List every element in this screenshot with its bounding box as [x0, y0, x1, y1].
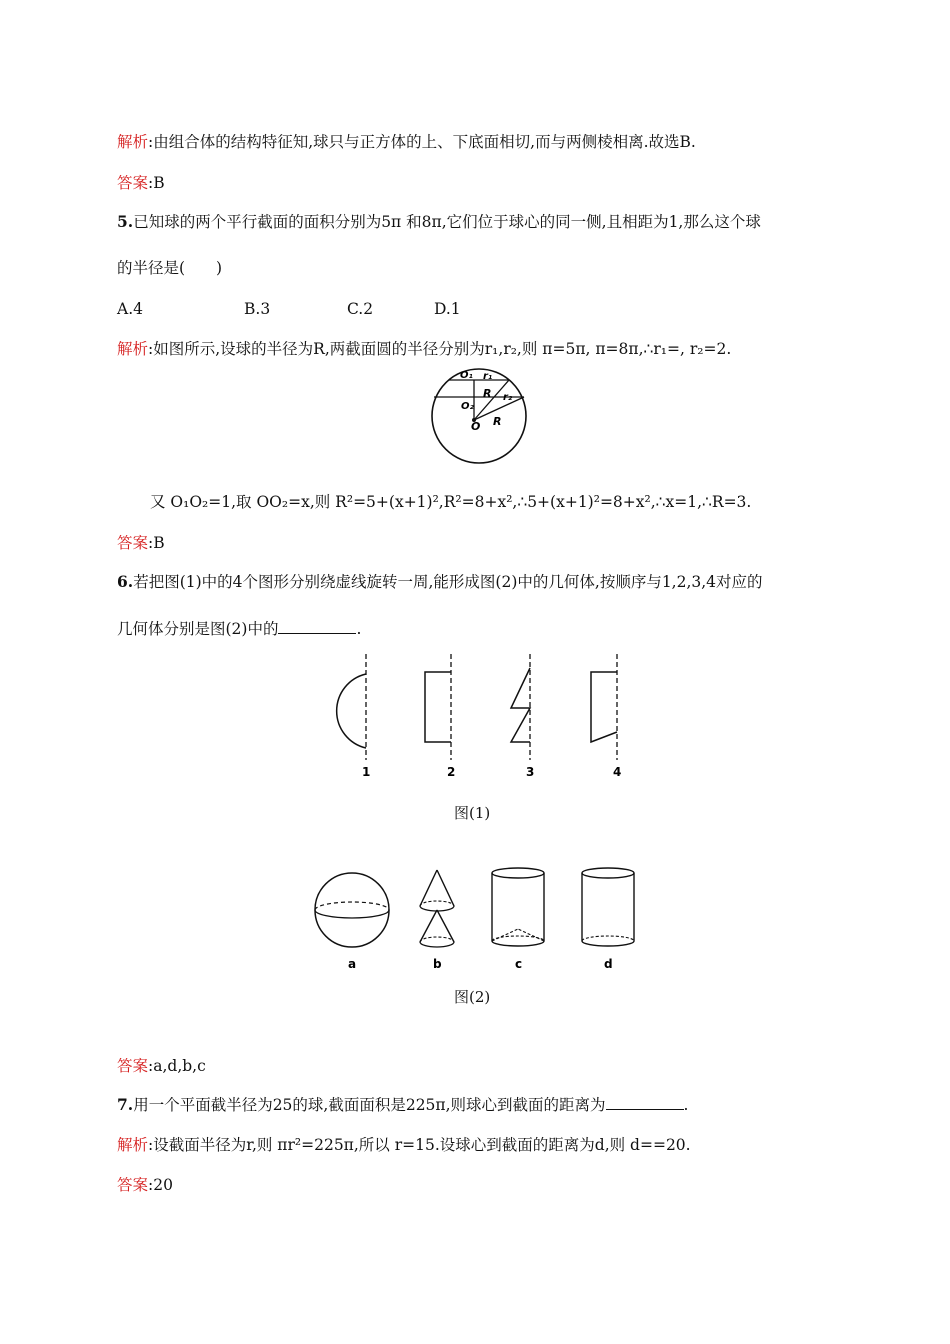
answer-label: 答案	[117, 1057, 149, 1075]
analysis-label: 解析	[117, 1136, 149, 1154]
question-text: 已知球的两个平行截面的面积分别为5π 和8π,它们位于球心的同一侧,且相距为1,那么这个球	[133, 213, 761, 231]
answer-text: :20	[148, 1176, 173, 1194]
q6-stem-line1	[117, 572, 763, 592]
label-o: O	[471, 420, 481, 433]
question-number: 5.	[117, 212, 134, 231]
question-end: .	[356, 620, 362, 638]
q7-analysis	[117, 1135, 691, 1155]
figure-1-plane-shapes	[320, 652, 640, 782]
solid-label-a: a	[348, 957, 357, 971]
analysis-text: :设截面半径为r,则 πr²=225π,所以 r=15.设球心到截面的距离为d,则 d==20.	[148, 1136, 691, 1154]
q5-stem-line2: 的半径是( )	[117, 259, 223, 277]
option-a: A.4	[117, 300, 143, 318]
option-b: B.3	[244, 300, 271, 318]
q5-stem-line1	[117, 212, 761, 232]
q4-analysis	[117, 132, 696, 152]
q5-options	[117, 299, 461, 319]
label-o2: O₂	[461, 401, 474, 412]
label-r-lower: R	[493, 415, 502, 428]
q5-continuation: 又 O₁O₂=1,取 OO₂=x,则 R²=5+(x+1)²,R²=8+x²,∴5+(x+1)²=8+x²,∴x=1,∴R=3.	[150, 493, 752, 511]
solid-label-b: b	[433, 957, 442, 971]
shape-label-1: 1	[362, 765, 371, 779]
analysis-label: 解析	[117, 133, 149, 151]
shape-label-3: 3	[526, 765, 535, 779]
label-r2: r₂	[503, 392, 513, 403]
question-text: 几何体分别是图(2)中的	[117, 620, 279, 638]
q6-stem-line2	[117, 619, 361, 639]
q7-stem	[117, 1095, 688, 1115]
question-end: .	[683, 1096, 689, 1114]
figure-1-caption: 图(1)	[454, 804, 491, 822]
answer-text: :a,d,b,c	[148, 1057, 206, 1075]
answer-label: 答案	[117, 534, 149, 552]
question-text: 用一个平面截半径为25的球,截面面积是225π,则球心到截面的距离为	[133, 1096, 606, 1114]
answer-label: 答案	[117, 1176, 149, 1194]
answer-blank	[278, 619, 356, 634]
q7-answer	[117, 1175, 173, 1195]
question-number: 6.	[117, 572, 134, 591]
analysis-text: :如图所示,设球的半径为R,两截面圆的半径分别为r₁,r₂,则 π=5π, π=8π,∴r₁=, r₂=2.	[148, 340, 732, 358]
sphere-section-figure	[425, 367, 535, 467]
question-text: 若把图(1)中的4个图形分别绕虚线旋转一周,能形成图(2)中的几何体,按顺序与1,2,3,4对应的	[133, 573, 763, 591]
shape-label-4: 4	[613, 765, 622, 779]
solid-label-c: c	[515, 957, 523, 971]
option-c: C.2	[347, 300, 374, 318]
shape-label-2: 2	[447, 765, 456, 779]
solid-label-d: d	[604, 957, 613, 971]
label-o1: O₁	[460, 370, 473, 381]
solid-c-cylinder-cone	[492, 868, 544, 946]
q5-analysis	[117, 339, 731, 359]
answer-blank	[606, 1095, 684, 1110]
label-r-upper: R	[483, 387, 492, 400]
question-number: 7.	[117, 1095, 134, 1114]
figure-2-caption: 图(2)	[454, 988, 491, 1006]
option-d: D.1	[434, 300, 461, 318]
solid-d-cylinder	[582, 868, 634, 946]
q5-answer	[117, 533, 165, 553]
answer-text: :B	[148, 534, 165, 552]
q4-answer	[117, 173, 165, 193]
solid-b-double-cone	[420, 870, 454, 947]
answer-text: :B	[148, 174, 165, 192]
label-r1: r₁	[483, 371, 493, 382]
analysis-label: 解析	[117, 340, 149, 358]
solid-a-sphere	[315, 873, 389, 947]
q6-answer	[117, 1056, 206, 1076]
analysis-text: :由组合体的结构特征知,球只与正方体的上、下底面相切,而与两侧棱相离.故选B.	[148, 133, 696, 151]
figure-2-solids	[310, 862, 650, 977]
answer-label: 答案	[117, 174, 149, 192]
